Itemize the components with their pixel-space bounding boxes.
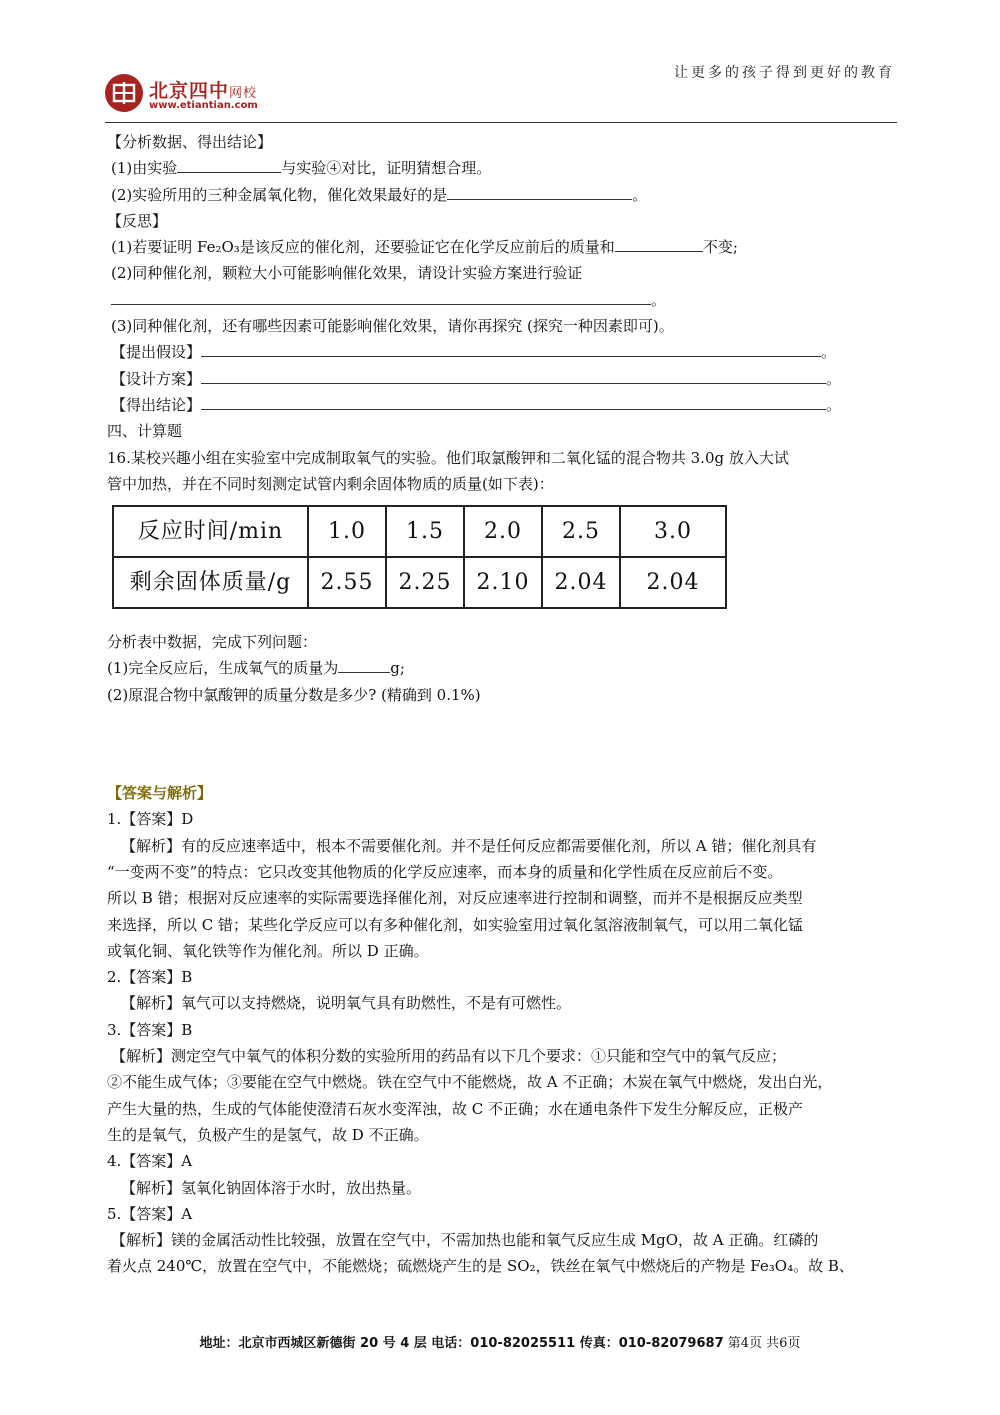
answer-label: 1.【答案】D: [107, 810, 194, 829]
question-text: 管中加热，并在不同时刻测定试管内剩余固体物质的质量(如下表)：: [107, 474, 554, 493]
table-cell: 1.0: [308, 506, 386, 557]
header-divider: [105, 122, 897, 123]
explanation-line: ②不能生成气体；③要能在空气中燃烧。铁在空气中不能燃烧，故 A 不正确；木炭在氧气中燃烧，发出白光，: [107, 1073, 833, 1092]
question-line: (1)由实验 与实验④对比，证明猜想合理。: [107, 155, 899, 181]
answer-label: 4.【答案】A: [107, 1152, 193, 1171]
explanation-line: 【解析】有的反应速率适中，根本不需要催化剂。并不是任何反应都需要催化剂，所以 A 错；催化剂具有: [121, 836, 817, 855]
table-cell: 2.25: [386, 557, 464, 608]
question-line: 。: [107, 287, 899, 313]
conclusion-line: 【得出结论】 。: [107, 392, 899, 418]
explanation-line: 生的是氧气，负极产生的是氢气，故 D 不正确。: [107, 1125, 429, 1144]
table-cell: 2.0: [464, 506, 542, 557]
table-cell: 2.04: [620, 557, 726, 608]
section-title: 【反思】: [107, 211, 168, 230]
table-header-cell: 反应时间/min: [113, 506, 308, 557]
design-line: 【设计方案】 。: [107, 366, 899, 392]
explanation-line: 来选择，所以 C 错；某些化学反应可以有多种催化剂，如实验室用过氧化氢溶液制氧气，可以用二氧化锰: [107, 915, 804, 934]
table-header-cell: 剩余固体质量/g: [113, 557, 308, 608]
section-heading: 四、计算题: [107, 422, 183, 441]
answer-label: 2.【答案】B: [107, 968, 193, 987]
answer-blank[interactable]: [177, 155, 281, 173]
question-line: (1)若要证明 Fe₂O₃是该反应的催化剂，还要验证它在化学反应前后的质量和 不变;: [107, 234, 899, 260]
logo-name: 北京四中网校: [149, 80, 258, 102]
answer-blank[interactable]: [615, 234, 703, 252]
explanation-line: 着火点 240℃，放置在空气中，不能燃烧；硫燃烧产生的是 SO₂，铁丝在氧气中燃烧后的产物是 Fe₃O₄。故 B、: [107, 1257, 854, 1276]
question-line: (1)完全反应后，生成氧气的质量为 g;: [107, 655, 899, 681]
page-content: [107, 129, 899, 1280]
answer-blank[interactable]: [201, 339, 821, 357]
answers-title: 【答案与解析】: [107, 784, 213, 803]
question-line: (2)同种催化剂，颗粒大小可能影响催化效果，请设计实验方案进行验证: [111, 264, 583, 283]
answer-label: 3.【答案】B: [107, 1020, 193, 1039]
question-text: 16.某校兴趣小组在实验室中完成制取氧气的实验。他们取氯酸钾和二氧化锰的混合物共 3.0g 放入大试: [107, 448, 789, 467]
hypothesis-line: 【提出假设】 。: [107, 339, 899, 365]
table-cell: 2.04: [542, 557, 620, 608]
table-row: [113, 506, 726, 557]
header-slogan: 让更多的孩子得到更好的教育: [674, 65, 895, 81]
answer-blank[interactable]: [447, 182, 632, 200]
table-cell: 2.10: [464, 557, 542, 608]
logo-url: www.etiantian.com: [149, 100, 258, 111]
explanation-line: 【解析】氢氧化钠固体溶于水时，放出热量。: [121, 1178, 422, 1197]
explanation-line: “一变两不变”的特点：它只改变其他物质的化学反应速率，而本身的质量和化学性质在反应前后不变。: [107, 862, 783, 881]
data-table: [112, 505, 727, 609]
page-footer: [0, 1332, 1000, 1351]
answer-label: 5.【答案】A: [107, 1204, 193, 1223]
table-cell: 1.5: [386, 506, 464, 557]
table-row: [113, 557, 726, 608]
explanation-line: 或氧化铜、氧化铁等作为催化剂。所以 D 正确。: [107, 941, 429, 960]
table-cell: 2.5: [542, 506, 620, 557]
logo-emblem-icon: [105, 74, 143, 112]
question-text: 分析表中数据，完成下列问题：: [107, 633, 318, 652]
school-logo: [105, 72, 305, 118]
explanation-line: 所以 B 错；根据对反应速率的实际需要选择催化剂，对反应速率进行控制和调整，而并不是根据反应类型: [107, 889, 803, 908]
explanation-line: 【解析】氧气可以支持燃烧，说明氧气具有助燃性，不是有可燃性。: [121, 994, 572, 1013]
table-cell: 2.55: [308, 557, 386, 608]
section-title: 【分析数据、得出结论】: [107, 133, 273, 151]
answer-blank[interactable]: [201, 366, 826, 384]
explanation-line: 【解析】镁的金属活动性比较强，放置在空气中，不需加热也能和氧气反应生成 MgO，故 A 正确。红磷的: [111, 1231, 819, 1250]
question-line: (3)同种催化剂，还有哪些因素可能影响催化效果，请你再探究 (探究一种因素即可)。: [111, 317, 674, 336]
footer-address: 地址：北京市西城区新德街 20 号 4 层 电话：010-82025511 传真：010-82079687: [199, 1336, 724, 1351]
answer-blank[interactable]: [111, 287, 651, 305]
table-cell: 3.0: [620, 506, 726, 557]
answer-blank[interactable]: [338, 655, 390, 673]
answer-blank[interactable]: [201, 392, 826, 410]
question-line: (2)原混合物中氯酸钾的质量分数是多少? (精确到 0.1%): [107, 685, 481, 704]
page-number: 第4页 共6页: [727, 1336, 801, 1351]
explanation-line: 产生大量的热，生成的气体能使澄清石灰水变浑浊，故 C 不正确；水在通电条件下发生分解反应，正极产: [107, 1099, 804, 1118]
explanation-line: 【解析】测定空气中氧气的体积分数的实验所用的药品有以下几个要求：①只能和空气中的氧气反应；: [111, 1047, 787, 1066]
question-line: (2)实验所用的三种金属氧化物，催化效果最好的是 。: [107, 182, 899, 208]
